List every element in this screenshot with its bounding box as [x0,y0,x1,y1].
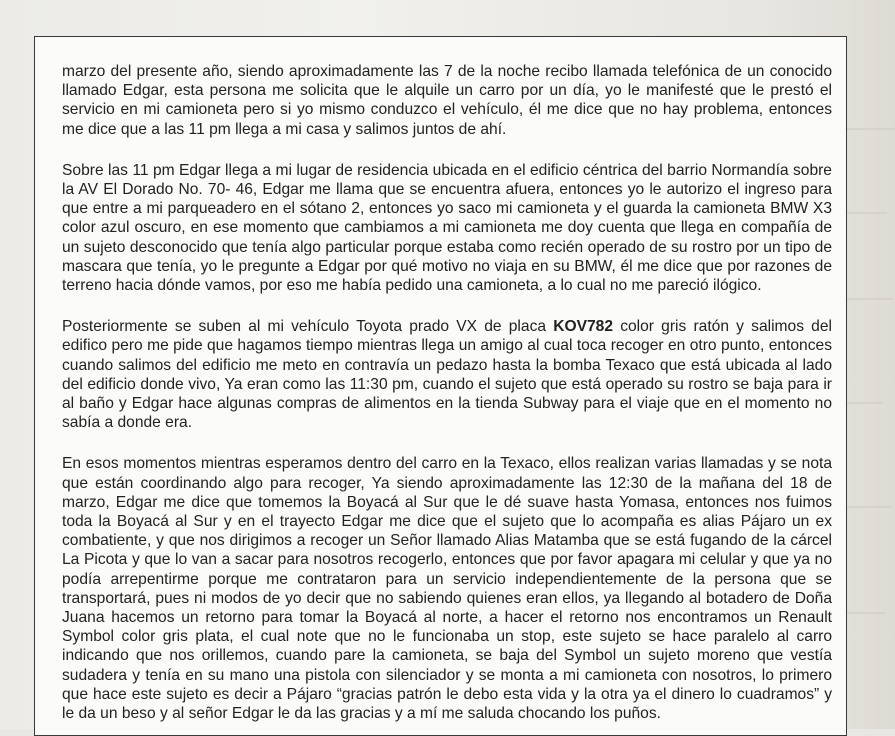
bleed-through-mark [845,128,895,130]
paragraph-3-intro: Posteriormente se suben al mi vehículo Toyota prado VX de placa [62,318,554,336]
bleed-through-mark [845,612,885,614]
bleed-through-mark [845,506,891,508]
bleed-through-mark [845,402,883,404]
paragraph-2: Sobre las 11 pm Edgar llega a mi lugar de residencia ubicada en el edificio céntrica del barrio Normandía sobre la AV El Dorado No. 70- 46, Edgar me llama que se encuentra afuera, entonces yo le autorizo el ingreso para que entre a mi parqueadero en el sótano 2, entonces yo saco mi camioneta y el guarda la camioneta BMW X3 color azul oscuro, en ese momento que cambiamos a mi camioneta me doy cuenta que llega en compañía de un sujeto desconocido que tenía algo particular porque estaba como recién operado de su rostro por un tipo de mascara que tenía, yo le pregunte a Edgar por qué motivo no viaja en su BMW, él me dice que por razones de terreno hacia dónde vamos, por eso me había pedido una camioneta, a lo cual no me pareció ilógico. [62,161,832,295]
bleed-through-mark [845,298,893,300]
license-plate: KOV782 [553,318,614,336]
bleed-through-mark [845,212,887,214]
paragraph-4: En esos momentos mientras esperamos dentro del carro en la Texaco, ellos realizan varias llamadas y se nota que están coordinando algo para recoger, Ya siendo aproximadamente las 12:30 de la mañana del 18 de marzo, Edgar me dice que tomemos la Boyacá al Sur que le dé suave hasta Yomasa, entonces nos fuimos toda la Boyacá al Sur y en el trayecto Edgar me dice que el sujeto que lo acompaña es alias Pájaro un ex combatiente, y que nos dirigimos a recoger un Señor llamado Alias Matamba que se está fugando de la cárcel La Picota y que lo van a sacar para nosotros recogerlo, entonces que por favor apagara mi celular y que ya no podía arrepentirme porque me contrataron para un servicio independientemente de la persona que se transportará, pues ni modos de yo decir que no sabiendo quienes eran ellos, ya llegando al botadero de Doña Juana hacemos un retorno para tomar la Boyacá al norte, a hacer el retorno nos encontramos un Renault Symbol color gris plata, el cual note que no le funcionaba un stop, este sujeto se hace paralelo al carro indicando que nos orillemos, cuando pare la camioneta, se baja del Symbol un sujeto moreno que vestía sudadera y tenía en su mano una pistola con silenciador y se monta a mi camioneta con nosotros, lo primero que hace este sujeto es decir a Pájaro “gracias patrón le debo esta vida y la otra ya el dinero lo cuadramos” y le da un beso y al señor Edgar le da las gracias y a mí me saluda chocando los puños. [62,455,832,723]
document-page [34,36,847,736]
paragraph-3-rest: color gris ratón y salimos del edifico pero me pide que hagamos tiempo mientras llega un amigo al cual toca recoger en otro punto, entonces cuando salimos del edificio me meto en contravía un pedazo hasta la bomba Texaco que está ubicada al lado del edificio donde vivo, Ya eran como las 11:30 pm, cuando el sujeto que está operado su rostro se baja para ir al baño y Edgar hace algunas compras de alimentos en la tienda Subway para el viaje que en el momento no sabía a donde era. [62,318,832,432]
paragraph-1: marzo del presente año, siendo aproximadamente las 7 de la noche recibo llamada telefónica de un conocido llamado Edgar, esta persona me solicita que le alquile un carro por un día, yo le manifesté que le prestó el servicio en mi camioneta pero si yo mismo conduzco el vehículo, él me dice que no hay problema, entonces me dice que a las 11 pm llega a mi casa y salimos juntos de ahí. [62,63,832,138]
paragraph-3 [62,317,832,432]
document-body [62,62,832,736]
